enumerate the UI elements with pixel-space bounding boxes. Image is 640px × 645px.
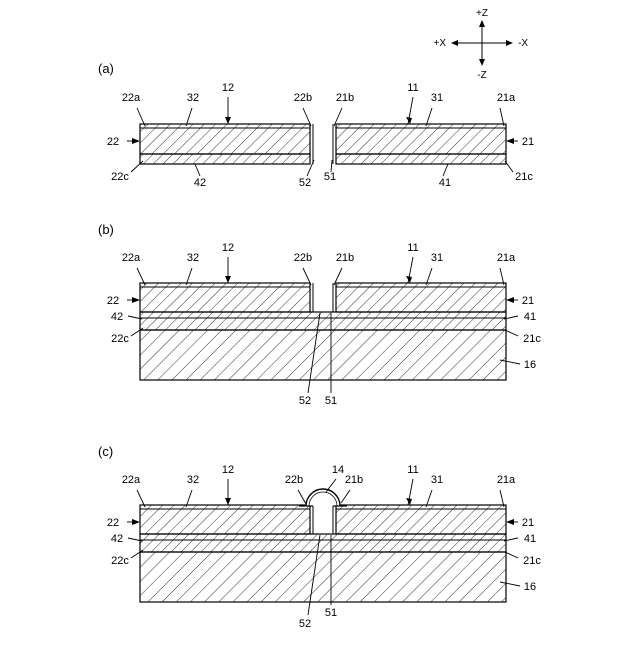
panel-c-label-21b: 21b [344,474,364,486]
panel-b-label-22b: 22b [293,252,313,264]
panel-b-label-21c: 21c [523,333,541,345]
panel-c-label-42: 42 [110,533,124,545]
panel-c-label-14: 14 [331,464,345,476]
panel-c-label-21a: 21a [496,474,516,486]
panel-c-label-52: 52 [298,618,312,630]
panel-a-label-22b: 22b [293,92,313,104]
panel-b-label-32: 32 [186,252,200,264]
panel-c-label-22b: 22b [284,474,304,486]
panel-b-label-31: 31 [430,252,444,264]
panel-b-substrate-16 [140,330,506,380]
panel-c-label-16: 16 [523,581,537,593]
panel-b-label: (b) [98,222,114,237]
panel-c-dome-14 [306,489,340,506]
panel-b-label-42: 42 [110,311,124,323]
panel-a-label-21b: 21b [335,92,355,104]
panel-c [98,444,541,630]
panel-a-label-52: 52 [298,177,312,189]
panel-b-label-51: 51 [324,395,338,407]
panel-c-label-32: 32 [186,474,200,486]
panel-b-label-16: 16 [523,359,537,371]
panel-a-label-41: 41 [438,177,452,189]
panel-a-label-32: 32 [186,92,200,104]
panel-a-label-11: 11 [407,82,419,94]
panel-a-label-12: 12 [221,82,235,94]
panel-c-label-22: 22 [106,517,120,529]
panel-a-label: (a) [98,61,114,76]
panel-b-label-52: 52 [298,395,312,407]
panel-b-label-22c: 22c [111,333,129,345]
panel-c-label-41: 41 [523,533,537,545]
axis-label-pz: +Z [476,8,488,19]
panel-a-label-21: 21 [521,136,535,148]
panel-c-label-21: 21 [521,517,535,529]
panel-c-label-21c: 21c [523,555,541,567]
panel-a-label-21a: 21a [496,92,516,104]
panel-a-label-22c: 22c [111,171,129,183]
panel-c-substrate-16 [140,552,506,602]
panel-c-label-51: 51 [324,607,338,619]
panel-a-left-layer-42 [140,154,310,164]
panel-a-label-22a: 22a [121,92,141,104]
panel-a-label-21c: 21c [515,171,533,183]
panel-c-label-22c: 22c [111,555,129,567]
panel-b-label-41: 41 [523,311,537,323]
axis-label-nx: -X [518,38,528,49]
panel-b-label-12: 12 [221,242,235,254]
axis-indicator [433,8,528,81]
panel-c-label-31: 31 [430,474,444,486]
panel-c-label: (c) [98,444,114,459]
panel-b [98,222,541,407]
panel-b-layer-41-42 [140,312,506,330]
panel-c-label-12: 12 [221,464,235,476]
axis-label-px: +X [433,38,446,49]
panel-b-label-22: 22 [106,295,120,307]
panel-a-label-42: 42 [193,177,207,189]
panel-c-label-22a: 22a [121,474,141,486]
panel-b-label-11: 11 [407,242,419,254]
panel-b-label-21: 21 [521,295,535,307]
panel-a-right-layer-41 [336,154,506,164]
panel-c-label-11: 11 [407,464,419,476]
panel-b-label-22a: 22a [121,252,141,264]
panel-a-label-51: 51 [323,171,337,183]
panel-b-label-21b: 21b [335,252,355,264]
axis-label-nz: -Z [477,70,487,81]
panel-a-label-31: 31 [430,92,444,104]
panel-a [98,61,534,189]
panel-c-layer-41-42 [140,534,506,552]
panel-b-label-21a: 21a [496,252,516,264]
panel-a-label-22: 22 [106,136,120,148]
